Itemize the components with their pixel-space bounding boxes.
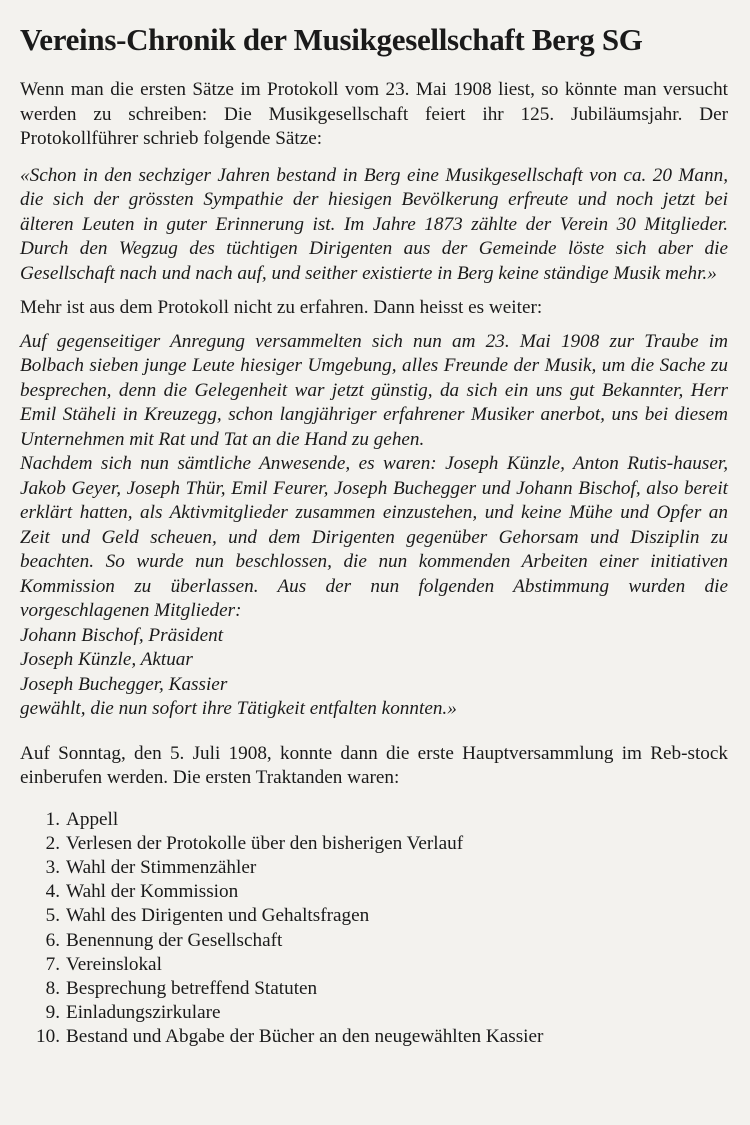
quote-closing-line: gewählt, die nun sofort ihre Tätigkeit entfalten konnten.» xyxy=(20,698,457,719)
assembly-paragraph: Auf Sonntag, den 5. Juli 1908, konnte dann die erste Hauptversammlung im Reb-stock einberufen werden. Die ersten Traktanden waren: xyxy=(20,742,728,788)
member-line: Johann Bischof, Präsident xyxy=(20,624,224,646)
protocol-quote xyxy=(20,330,728,722)
quote-paragraph-3: Nachdem sich nun sämtliche Anwesende, es waren: Joseph Künzle, Anton Rutis-hauser, Jakob Geyer, Joseph Thür, Emil Feurer, Joseph Buchegger und Johann Bischof, also bereit erklärt hatten, als Aktivmitglieder zusammen einzustehen, und keine Mühe und Opfer an Zeit und Geld scheuen, und dem Dirigenten gegenüber Gehorsam und Disziplin zu beachten. So wurde nun beschlossen, die nun kommenden Arbeiten einer initiativen Kommission zu überlassen. Aus der nun folgenden Abstimmung wurden die vorgeschlagenen Mitglieder: xyxy=(20,453,728,621)
intro-paragraph: Wenn man die ersten Sätze im Protokoll vom 23. Mai 1908 liest, so könnte man versucht werden zu schreiben: Die Musikgesellschaft feiert ihr 125. Jubiläumsjahr. Der Protokollführer schrieb folgende Sätze: xyxy=(20,79,728,149)
member-line: Joseph Künzle, Aktuar xyxy=(20,649,193,670)
list-item: 9. Einladungszirkulare xyxy=(45,1002,221,1024)
list-item: 8. Besprechung betreffend Statuten xyxy=(45,977,318,999)
transition-paragraph: Mehr ist aus dem Protokoll nicht zu erfahren. Dann heisst es weiter: xyxy=(20,297,543,318)
agenda-list xyxy=(20,808,728,1050)
list-item: 6. Benennung der Gesellschaft xyxy=(45,929,283,951)
member-line: Joseph Buchegger, Kassier xyxy=(20,673,228,695)
list-item: 5. Wahl des Dirigenten und Gehaltsfragen xyxy=(45,905,370,927)
list-item: 2. Verlesen der Protokolle über den bisherigen Verlauf xyxy=(45,832,464,854)
list-item: 3. Wahl der Stimmenzähler xyxy=(45,856,257,878)
list-item: 1. Appell xyxy=(45,808,119,830)
list-item: 4. Wahl der Kommission xyxy=(45,881,239,903)
page-title: Vereins-Chronik der Musikgesellschaft Berg SG xyxy=(20,22,643,57)
list-item: 10. Bestand und Abgabe der Bücher an den neugewählten Kassier xyxy=(36,1026,544,1048)
members-list xyxy=(20,624,728,722)
quote-paragraph-2: Auf gegenseitiger Anregung versammelten sich nun am 23. Mai 1908 zur Traube im Bolbach sieben junge Leute hiesiger Umgebung, alles Freunde der Musik, um die Sache zu besprechen, denn die Gelegenheit war jetzt günstig, da sich ein uns gut Bekannter, Herr Emil Stäheli in Kreuzegg, schon langjähriger erfahrener Musiker anerbot, uns bei diesem Unternehmen mit Rat und Tat an die Hand zu gehen. xyxy=(20,330,728,450)
list-item: 7. Vereinslokal xyxy=(45,953,162,975)
quote-paragraph-1: «Schon in den sechziger Jahren bestand in Berg eine Musikgesellschaft von ca. 20 Mann, die sich der grössten Sympathie der hiesigen Bevölkerung erfreute und noch jetzt bei älteren Leuten in guter Erinnerung ist. Im Jahre 1873 zählte der Verein 30 Mitglieder. Durch den Wegzug des tüchtigen Dirigenten aus der Gemeinde löste sich aber die Gesellschaft nach und nach auf, und seither existierte in Berg keine ständige Musik mehr.» xyxy=(20,164,728,284)
